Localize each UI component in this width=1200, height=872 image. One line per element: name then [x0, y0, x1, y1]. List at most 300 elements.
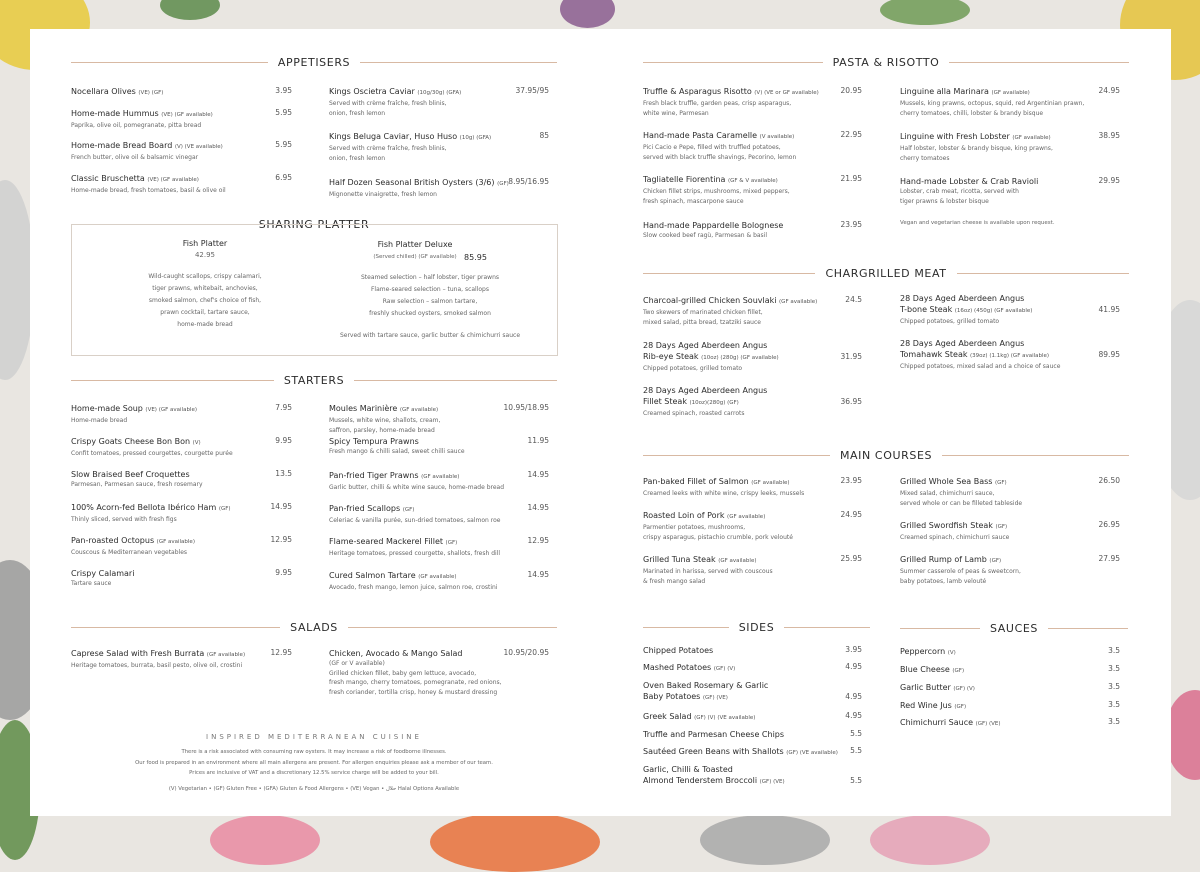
item-name: [329, 177, 509, 190]
diet-tag: (GF) (VE available): [786, 750, 838, 756]
diet-tag: (GF available): [418, 573, 457, 580]
diet-tag: (VE) (GF): [138, 90, 164, 96]
item-description: Home-made bread: [71, 417, 128, 424]
item-name-line2: T-bone Steak: [900, 305, 953, 314]
diet-tag: (V available): [759, 134, 795, 140]
item-description: onion, fresh lemon: [329, 109, 386, 117]
menu-item: [900, 338, 1060, 372]
item-name: [71, 140, 223, 153]
item-price: 37.95/95: [515, 86, 549, 95]
menu-item: [71, 173, 226, 196]
menu-item: [329, 177, 509, 200]
menu-item: [643, 476, 804, 499]
item-name-text: Classic Bruschetta: [71, 174, 145, 183]
item-price: 85: [539, 131, 549, 140]
item-name: [71, 86, 163, 99]
footer-note: Our food is prepared in an environment where all main allergens are present. For allergen enquiries please ask a member of our team.: [135, 760, 493, 766]
item-description: Lobster, crab meat, ricotta, served with: [900, 188, 1019, 195]
menu-item: [643, 220, 783, 241]
item-name-text: Grilled Swordfish Steak: [900, 521, 993, 530]
item-price: 13.5: [275, 469, 292, 478]
item-name: [643, 729, 784, 740]
menu-item: [900, 520, 1009, 543]
diet-tag: (GF available): [718, 558, 757, 564]
platter-description: home-made bread: [177, 321, 233, 328]
item-description: Marinated in harissa, served with couscous: [643, 568, 773, 575]
item-price: 7.95: [275, 403, 292, 412]
footer-note: There is a risk associated with consuming raw oysters. It may increase a risk of foodborne illnesses.: [181, 749, 447, 755]
footer-note: Prices are inclusive of VAT and a discretionary 12.5% service charge will be added to your bill.: [189, 770, 439, 776]
item-description: Chipped potatoes, grilled tomato: [643, 365, 743, 372]
item-name-text: Sautéed Green Beans with Shallots: [643, 747, 784, 756]
item-name-text: Charcoal-grilled Chicken Souvlaki: [643, 296, 777, 305]
item-price: 29.95: [1098, 176, 1120, 185]
item-name: [71, 535, 195, 548]
item-price: 4.95: [845, 692, 862, 701]
item-price: 26.95: [1098, 520, 1120, 529]
item-name-text: Pan-roasted Octopus: [71, 536, 155, 545]
item-name-text: Half Dozen Seasonal British Oysters (3/6): [329, 178, 495, 187]
item-price: 22.95: [840, 130, 862, 139]
item-price: 3.5: [1108, 646, 1120, 655]
menu-item: [329, 86, 461, 118]
item-name-text: 28 Days Aged Aberdeen Angus: [900, 339, 1025, 348]
item-name-text: Nocellara Olives: [71, 87, 136, 96]
item-name-text: Crispy Goats Cheese Bon Bon: [71, 437, 191, 446]
item-name-text: Home-made Bread Board: [71, 141, 173, 150]
diet-tag: (10oz)(280g) (GF): [689, 400, 739, 406]
menu-item: [329, 403, 440, 435]
item-description: French butter, olive oil & balsamic vinegar: [71, 154, 199, 161]
item-description: Garlic butter, chilli & white wine sauce, home-made bread: [329, 483, 505, 491]
item-name: [71, 403, 197, 416]
diet-tag: (GF) (V): [713, 666, 736, 672]
item-name-text: Oven Baked Rosemary & Garlic: [643, 681, 769, 690]
section-title: SHARING PLATTER: [258, 217, 370, 231]
platter-description: tiger prawns, whitebait, anchovies,: [152, 285, 258, 292]
menu-item: [71, 108, 213, 131]
item-name: [900, 293, 1032, 317]
item-description: saffron, parsley, home-made bread: [329, 426, 435, 434]
menu-item: [643, 385, 767, 419]
menu-item: [329, 570, 498, 593]
section-title: APPETISERS: [277, 55, 351, 69]
section-title: CHARGRILLED MEAT: [825, 266, 947, 280]
item-name-text: Chipped Potatoes: [643, 646, 714, 655]
item-name: [900, 554, 1021, 567]
item-name: [643, 680, 768, 704]
diet-tag: (GF) (V) (VE available): [694, 715, 756, 721]
item-description: served whole or can be filleted tableside: [900, 499, 1023, 507]
item-name-text: Hand-made Pappardelle Bolognese: [643, 221, 784, 230]
fish-platter-price: 42.95: [194, 251, 216, 259]
menu-item: [71, 140, 223, 163]
leaf: [880, 0, 970, 25]
diet-tag: (VE) (GF available): [161, 112, 213, 118]
menu-item: [329, 131, 491, 163]
item-name-text: Greek Salad: [643, 712, 692, 721]
item-name: [329, 570, 498, 583]
item-name: [643, 476, 804, 489]
item-name-text: Cured Salmon Tartare: [329, 570, 416, 580]
item-price: 23.95: [840, 476, 862, 485]
platter-description: Flame-seared selection – tuna, scallops: [370, 286, 489, 293]
item-name-text: 28 Days Aged Aberdeen Angus: [643, 386, 768, 395]
menu-item: [643, 764, 785, 788]
item-price: 12.95: [527, 536, 549, 546]
item-name: [329, 403, 440, 416]
diet-tag: (GF available): [751, 480, 790, 486]
item-name-text: Grilled Tuna Steak: [643, 555, 716, 564]
item-name-text: Hand-made Pasta Caramelle: [643, 131, 758, 140]
item-description: Chicken fillet strips, mushrooms, mixed peppers,: [643, 188, 790, 195]
item-name-text: Pan-fried Scallops: [329, 503, 401, 513]
item-description: Fresh black truffle, garden peas, crisp asparagus,: [643, 100, 792, 107]
item-price: 10.95/18.95: [503, 403, 549, 412]
section-starters: [71, 371, 557, 389]
item-price: 5.5: [850, 776, 862, 785]
section-title: SALADS: [290, 620, 338, 634]
diet-tag: (GF available): [206, 652, 246, 658]
item-name: [900, 131, 1053, 144]
item-description: fresh coriander, tortilla crisp, honey & mustard dressing: [329, 688, 498, 696]
item-price: 5.5: [850, 729, 862, 738]
item-description: & fresh mango salad: [643, 577, 706, 585]
item-description: Mixed salad, chimichurri sauce,: [900, 490, 995, 497]
menu-item: [329, 536, 500, 559]
item-name-text: Tagliatelle Fiorentina: [643, 175, 726, 184]
item-price: 27.95: [1098, 554, 1120, 563]
item-name: [643, 340, 779, 364]
item-description: Parmesan, Parmesan sauce, fresh rosemary: [71, 481, 203, 488]
orange-flower: [430, 812, 600, 872]
item-price: 8.95/16.95: [508, 177, 549, 186]
menu-item: [900, 682, 975, 695]
item-price: 3.5: [1108, 717, 1120, 726]
diet-tag: (GF available): [727, 514, 766, 520]
pink-flower: [870, 815, 990, 865]
menu-item: [643, 711, 755, 724]
diet-tag: (16oz) (450g) (GF available): [954, 308, 1033, 314]
menu-item: [643, 510, 793, 542]
purple-flower: [560, 0, 615, 28]
diet-tag: (GF) (VE): [975, 721, 1001, 727]
menu-item: [900, 293, 1032, 327]
item-name-text: Hand-made Lobster & Crab Ravioli: [900, 177, 1039, 186]
item-price: 4.95: [845, 662, 862, 671]
item-name: [900, 646, 956, 659]
item-description: Confit tomatoes, pressed courgettes, courgette purée: [71, 450, 233, 457]
item-description: Parmentier potatoes, mushrooms,: [643, 524, 746, 531]
item-price: 21.95: [840, 174, 862, 183]
item-name: [900, 700, 966, 713]
diet-tag: (GF): [994, 480, 1007, 486]
item-price: 89.95: [1098, 350, 1120, 359]
deluxe-name: Fish Platter Deluxe: [377, 240, 453, 249]
section-sauces: [900, 619, 1128, 637]
item-name-text: Caprese Salad with Fresh Burrata: [71, 649, 205, 658]
item-price: 20.95: [840, 86, 862, 95]
item-name: [900, 682, 975, 695]
item-name: [71, 568, 134, 579]
pasta-note: Vegan and vegetarian cheese is available upon request.: [900, 220, 1055, 226]
item-price: 12.95: [270, 535, 292, 544]
menu-item: [643, 662, 735, 675]
item-description: Creamed spinach, chimichurri sauce: [900, 534, 1010, 541]
item-description: Slow cooked beef ragù, Parmesan & basil: [643, 232, 768, 239]
menu-item: [71, 86, 163, 99]
item-price: 3.5: [1108, 700, 1120, 709]
item-price: 14.95: [270, 502, 292, 511]
menu-item: [900, 476, 1022, 508]
item-description: Heritage tomatoes, pressed courgette, shallots, fresh dill: [329, 550, 500, 558]
item-price: 10.95/20.95: [503, 648, 549, 657]
item-name-text: Kings Beluga Caviar, Huso Huso: [329, 132, 458, 141]
section-main-courses: [643, 446, 1129, 464]
item-description: Paprika, olive oil, pomegranate, pitta bread: [71, 122, 202, 129]
diet-tag: (VE) (GF available): [145, 407, 197, 413]
menu-item: [329, 648, 502, 697]
menu-item: [643, 554, 773, 586]
item-description: Thinly sliced, served with fresh figs: [71, 516, 177, 523]
diet-tag: (GF) (VE): [759, 779, 785, 785]
item-description: Pici Cacio e Pepe, filled with truffled potatoes,: [643, 144, 781, 151]
item-name: [900, 476, 1022, 489]
menu-item: [900, 86, 1084, 118]
item-name: [643, 711, 755, 724]
item-name-text: Grilled Rump of Lamb: [900, 555, 987, 564]
leaf: [160, 0, 220, 20]
diet-tag: (10g/30g) (GFA): [417, 90, 462, 96]
item-name: [643, 764, 785, 788]
item-name-text: 28 Days Aged Aberdeen Angus: [900, 294, 1025, 303]
item-price: 31.95: [840, 352, 862, 361]
item-name: [71, 108, 213, 121]
item-name: [71, 502, 231, 515]
item-name-line2: Tomahawk Steak: [900, 350, 968, 359]
item-name-text: Pan-baked Fillet of Salmon: [643, 477, 749, 486]
item-price: 24.5: [845, 295, 862, 304]
item-description: onion, fresh lemon: [329, 154, 386, 162]
menu-item: [900, 664, 964, 677]
menu-item: [71, 403, 197, 426]
item-name-text: Chimichurri Sauce: [900, 718, 974, 727]
item-name-text: 100% Acorn-fed Bellota Ibérico Ham: [71, 503, 217, 512]
item-description: Served with crème fraîche, fresh blinis,: [329, 145, 447, 152]
menu-item: [643, 729, 784, 740]
item-price: 25.95: [840, 554, 862, 563]
item-name: [643, 385, 767, 409]
item-name: [329, 503, 500, 516]
deluxe-platter-name: [340, 239, 490, 250]
item-name: [643, 554, 773, 567]
item-name: [643, 662, 735, 675]
item-name-line2: Baby Potatoes: [643, 692, 701, 701]
item-name-text: Chicken, Avocado & Mango Salad: [329, 649, 463, 658]
item-name-text: Garlic Butter: [900, 683, 951, 692]
item-description: Tartare sauce: [71, 580, 112, 587]
item-name-line2: Rib-eye Steak: [643, 352, 699, 361]
platter-description: Raw selection – salmon tartare,: [382, 298, 478, 305]
diet-tag: (GF available): [1012, 135, 1051, 141]
menu-item: [71, 436, 233, 459]
diet-tag: (GF available): [421, 473, 460, 480]
item-name-text: Moules Marinière: [329, 404, 398, 413]
item-name-text: Pan-fried Tiger Prawns: [329, 470, 419, 480]
item-description: fresh spinach, mascarpone sauce: [643, 197, 744, 205]
item-description: Served with crème fraîche, fresh blinis,: [329, 100, 447, 107]
menu-item: [643, 295, 817, 327]
item-price: 23.95: [840, 220, 862, 229]
menu-item: [900, 717, 1001, 730]
item-price: 4.95: [845, 711, 862, 720]
diet-tag: (V): [192, 440, 201, 446]
menu-item: [900, 700, 966, 713]
item-price: 38.95: [1098, 131, 1120, 140]
item-description: crispy asparagus, pistachio crumble, pork velouté: [643, 533, 793, 541]
diet-tag: (GF available): [991, 90, 1030, 96]
item-name-text: Linguine alla Marinara: [900, 87, 989, 96]
section-title: SIDES: [738, 620, 775, 634]
item-name-text: Peppercorn: [900, 647, 946, 656]
diet-tag: (10g) (GFA): [459, 135, 492, 141]
section-title: MAIN COURSES: [839, 448, 933, 462]
item-price: 9.95: [275, 436, 292, 445]
item-description: Home-made bread, fresh tomatoes, basil & olive oil: [71, 187, 226, 194]
item-description: Chipped potatoes, mixed salad and a choice of sauce: [900, 363, 1061, 370]
diet-tag: (GF available): [399, 407, 439, 413]
menu-item: [643, 340, 779, 374]
item-name: [71, 436, 233, 449]
fish-platter-name: Fish Platter: [182, 239, 228, 248]
item-price: 36.95: [840, 397, 862, 406]
item-name-text: Red Wine Jus: [900, 701, 952, 710]
deluxe-price: 85.95: [464, 253, 487, 262]
menu-item: [329, 503, 500, 526]
pink-flower: [210, 815, 320, 865]
diet-tag: (GF): [402, 506, 415, 513]
diet-tag: (GF): [218, 506, 231, 512]
diet-tag: (V) (VE available): [174, 144, 223, 150]
item-price: 3.5: [1108, 664, 1120, 673]
item-name-text: Crispy Calamari: [71, 569, 135, 578]
item-name: [900, 86, 1084, 99]
item-name: [329, 436, 465, 447]
item-price: 3.95: [275, 86, 292, 95]
section-title: STARTERS: [283, 373, 345, 387]
platter-description: Wild-caught scallops, crispy calamari,: [148, 273, 262, 280]
diet-tag: (V): [947, 650, 956, 656]
item-price: 26.50: [1098, 476, 1120, 485]
menu-item: [643, 680, 768, 704]
diet-tag: (39oz) (1.1kg) (GF available): [970, 353, 1050, 359]
item-name: [643, 174, 790, 187]
item-name-text: Spicy Tempura Prawns: [329, 437, 419, 447]
item-price: 14.95: [527, 569, 549, 579]
item-name-line2: Almond Tenderstem Broccoli: [643, 776, 758, 785]
item-name: [643, 86, 819, 99]
diet-tag: (V) (VE or GF available): [754, 90, 819, 96]
section-pasta-risotto: [643, 53, 1129, 71]
item-description: Celeriac & vanilla purée, sun-dried tomatoes, salmon roe: [329, 516, 501, 524]
item-name: [643, 295, 817, 308]
deluxe-tag: (Served chilled) (GF available): [373, 254, 457, 260]
platter-description: smoked salmon, chef's choice of fish,: [148, 297, 262, 304]
item-price: 24.95: [840, 510, 862, 519]
item-description: Grilled chicken fillet, baby gem lettuce, avocado,: [329, 669, 477, 677]
item-name: [900, 520, 1009, 533]
item-name-text: Linguine with Fresh Lobster: [900, 132, 1010, 141]
item-name: [329, 86, 461, 99]
platter-description: Steamed selection – half lobster, tiger prawns: [360, 274, 499, 281]
item-description: Mussels, king prawns, octopus, squid, red Argentinian prawn,: [900, 100, 1085, 107]
platter-description: freshly shucked oysters, smoked salmon: [369, 310, 491, 317]
item-description: Creamed spinach, roasted carrots: [643, 410, 745, 417]
diet-tag: (GF): [995, 524, 1008, 530]
item-name: [643, 510, 793, 523]
diet-tag: (GF): [497, 181, 509, 187]
item-description: Mussels, white wine, shallots, cream,: [329, 417, 441, 424]
item-description: Two skewers of marinated chicken fillet,: [643, 309, 763, 316]
item-name-text: Flame-seared Mackerel Fillet: [329, 537, 443, 547]
item-name: [900, 664, 964, 677]
item-name: [329, 131, 491, 144]
item-description: mixed salad, pitta bread, tzatziki sauce: [643, 318, 761, 326]
item-description: Couscous & Mediterranean vegetables: [71, 549, 188, 556]
menu-item: [329, 470, 504, 493]
menu-item: [329, 436, 465, 457]
menu-item: [900, 554, 1021, 586]
item-price: 5.95: [275, 108, 292, 117]
menu-item: [71, 648, 245, 671]
diet-tag: (VE) (GF available): [147, 177, 199, 183]
diet-tag: (GF): [989, 558, 1002, 564]
item-name-text: Roasted Loin of Pork: [643, 511, 725, 520]
item-description: served with black truffle shavings, Pecorino, lemon: [643, 153, 797, 161]
item-price: 24.95: [1098, 86, 1120, 95]
item-description: Avocado, fresh mango, lemon juice, salmon roe, crostini: [329, 583, 498, 591]
item-name: [329, 648, 502, 659]
item-name-text: Blue Cheese: [900, 665, 950, 674]
item-name-text: Truffle and Parmesan Cheese Chips: [643, 730, 785, 739]
item-name: [71, 648, 245, 661]
section-title: SAUCES: [990, 621, 1038, 635]
item-name-text: Truffle & Asparagus Risotto: [643, 87, 752, 96]
item-description: fresh mango, cherry tomatoes, pomegranate, red onions,: [329, 679, 502, 686]
item-name-text: Home-made Soup: [71, 404, 143, 413]
menu-item: [900, 176, 1038, 206]
item-description: Summer casserole of peas & sweetcorn,: [900, 568, 1021, 575]
menu-item: [71, 469, 203, 490]
item-name: [71, 469, 203, 480]
menu-item: [71, 502, 231, 525]
section-sides: [643, 618, 870, 636]
item-description: cherry tomatoes: [900, 154, 950, 162]
item-name-line2: Fillet Steak: [643, 397, 687, 406]
diet-tag: (GF) (VE): [702, 695, 728, 701]
item-price: 6.95: [275, 173, 292, 182]
item-description: Fresh mango & chilli salad, sweet chilli sauce: [329, 448, 465, 456]
item-description: tiger prawns & lobster bisque: [900, 197, 989, 205]
footer-tagline: INSPIRED MEDITERRANEAN CUISINE: [206, 733, 422, 741]
menu-item: [900, 646, 956, 659]
item-name: [643, 645, 713, 656]
item-price: 14.95: [527, 469, 549, 479]
diet-tag: (10oz) (280g) (GF available): [701, 355, 779, 361]
diet-tag: (GF): [445, 540, 458, 547]
item-description: Creamed leeks with white wine, crispy leeks, mussels: [643, 490, 805, 497]
item-price: 5.5: [850, 746, 862, 755]
